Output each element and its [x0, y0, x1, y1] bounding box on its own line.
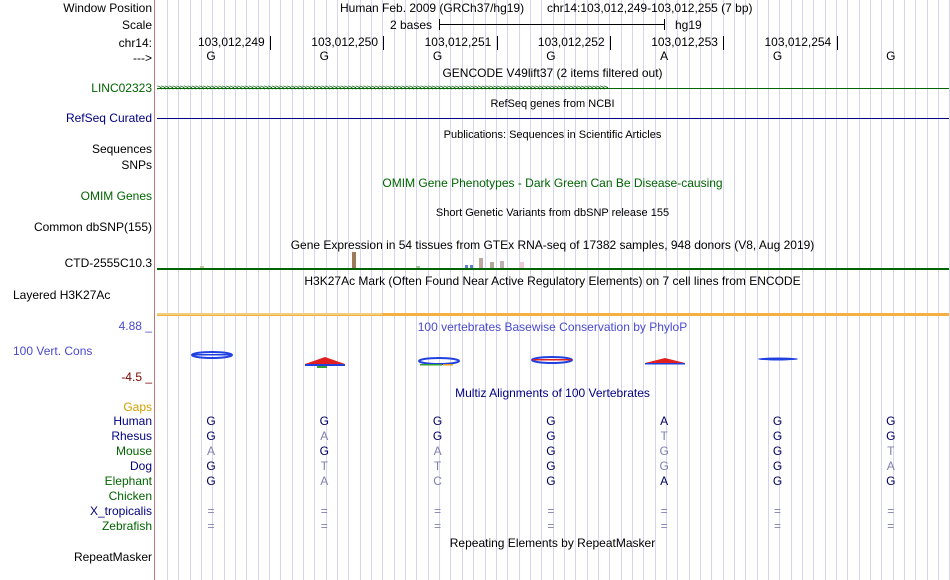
label-gaps[interactable]: Gaps: [123, 400, 152, 414]
label-chrom: chr14:: [118, 36, 152, 50]
alignment-base: =: [320, 504, 328, 518]
label-refseq-curated[interactable]: RefSeq Curated: [65, 111, 152, 125]
ruler-position-label: 103,012,251: [424, 35, 492, 49]
ruler-position-label: 103,012,254: [764, 35, 832, 49]
alignment-base: G: [319, 444, 329, 458]
reference-base: G: [546, 49, 556, 63]
alignment-base: T: [887, 444, 895, 458]
alignment-base: T: [660, 429, 668, 443]
alignment-base: =: [773, 519, 781, 533]
scale-bar: [439, 24, 665, 25]
track-title-gtex: Gene Expression in 54 tissues from GTEx RNA-seq of 17382 samples, 948 donors (V8, Aug 2019): [290, 238, 815, 252]
alignment-base: A: [433, 444, 442, 458]
alignment-base: G: [432, 429, 443, 443]
species-label[interactable]: Human: [113, 414, 152, 428]
alignment-base: =: [660, 519, 668, 533]
alignment-base: G: [206, 414, 216, 428]
alignment-base: G: [319, 414, 329, 428]
track-title-repeatmasker: Repeating Elements by RepeatMasker: [449, 536, 656, 550]
ctd-gene-line[interactable]: [157, 268, 949, 270]
reference-base: G: [432, 49, 443, 63]
alignment-base: G: [546, 429, 556, 443]
alignment-base: =: [434, 519, 442, 533]
label-omim-genes[interactable]: OMIM Genes: [80, 189, 152, 203]
alignment-base: G: [546, 414, 556, 428]
alignment-base: G: [546, 459, 556, 473]
ruler-tick: [723, 36, 724, 50]
label-linc02323[interactable]: LINC02323: [91, 81, 152, 95]
track-label-column: [0, 0, 155, 580]
alignment-base: G: [546, 474, 556, 488]
track-title-omim: OMIM Gene Phenotypes - Dark Green Can Be Disease-causing: [382, 176, 723, 190]
reference-base: G: [206, 49, 216, 63]
track-title-refseq: RefSeq genes from NCBI: [490, 98, 615, 110]
alignment-base: C: [433, 474, 442, 488]
ruler-position-label: 103,012,252: [537, 35, 605, 49]
alignment-base: G: [659, 444, 669, 458]
reference-base: G: [772, 49, 783, 63]
alignment-base: A: [320, 429, 329, 443]
ruler-tick: [497, 36, 498, 50]
species-label[interactable]: X_tropicalis: [89, 504, 152, 518]
label-window-position: Window Position: [63, 1, 152, 15]
species-label[interactable]: Zebrafish: [101, 519, 152, 533]
alignment-base: G: [886, 474, 896, 488]
ruler-tick: [837, 36, 838, 50]
position-title: chr14:103,012,249-103,012,255 (7 bp): [547, 1, 753, 15]
alignment-base: G: [772, 414, 783, 428]
track-title-dbsnp: Short Genetic Variants from dbSNP release 155: [435, 207, 670, 219]
alignment-base: A: [660, 474, 669, 488]
alignment-base: =: [207, 519, 215, 533]
ruler-position-label: 103,012,249: [198, 35, 265, 49]
reference-base: G: [319, 49, 329, 63]
label-scale: Scale: [121, 18, 152, 32]
alignment-base: G: [206, 459, 216, 473]
alignment-base: G: [206, 474, 216, 488]
label-cons-min: -4.5 _: [121, 370, 152, 384]
scale-left-label: 2 bases: [390, 18, 433, 32]
track-title-h3k27ac: H3K27Ac Mark (Often Found Near Active Regulatory Elements) on 7 cell lines from ENCODE: [304, 274, 801, 288]
alignment-base: =: [320, 519, 328, 533]
species-label[interactable]: Mouse: [115, 444, 152, 458]
assembly-title: Human Feb. 2009 (GRCh37/hg19): [340, 1, 525, 15]
scale-right-label: hg19: [675, 18, 702, 32]
alignment-base: G: [206, 429, 216, 443]
label-100-vert-cons[interactable]: 100 Vert. Cons: [13, 344, 93, 358]
species-label[interactable]: Chicken: [108, 489, 152, 503]
track-title-multiz: Multiz Alignments of 100 Vertebrates: [455, 386, 650, 400]
alignment-base: =: [207, 504, 215, 518]
alignment-base: T: [320, 459, 328, 473]
ruler-position-label: 103,012,250: [311, 35, 379, 49]
label-sequences[interactable]: Sequences: [91, 142, 152, 156]
label-ctd-2555c10[interactable]: CTD-2555C10.3: [64, 256, 152, 270]
alignment-base: G: [772, 444, 783, 458]
species-label[interactable]: Dog: [129, 459, 152, 473]
ruler-position-label: 103,012,253: [651, 35, 718, 49]
species-label[interactable]: Rhesus: [111, 429, 152, 443]
alignment-base: =: [887, 504, 895, 518]
gene-linc02323-line: [157, 88, 949, 89]
alignment-base: =: [547, 519, 555, 533]
species-label[interactable]: Elephant: [104, 474, 152, 488]
ruler-tick: [383, 36, 384, 50]
alignment-base: G: [886, 414, 896, 428]
h3k27ac-signal-light: [157, 313, 382, 315]
alignment-base: G: [546, 444, 556, 458]
alignment-base: A: [320, 474, 329, 488]
alignment-base: =: [887, 519, 895, 533]
label-strand: --->: [133, 51, 152, 65]
track-title-publications: Publications: Sequences in Scientific Articles: [443, 129, 662, 141]
alignment-base: =: [773, 504, 781, 518]
alignment-base: G: [772, 429, 783, 443]
alignment-base: G: [886, 429, 896, 443]
label-common-dbsnp[interactable]: Common dbSNP(155): [33, 220, 152, 234]
track-title-gencode: GENCODE V49lift37 (2 items filtered out): [442, 66, 663, 80]
conservation-logos[interactable]: [155, 345, 950, 375]
label-repeatmasker[interactable]: RepeatMasker: [73, 550, 152, 564]
reference-base: G: [886, 49, 896, 63]
reference-base: A: [660, 49, 669, 63]
alignment-base: G: [772, 459, 783, 473]
alignment-base: A: [206, 444, 215, 458]
alignment-base: =: [547, 504, 555, 518]
label-snps[interactable]: SNPs: [121, 158, 152, 172]
alignment-base: G: [432, 414, 443, 428]
alignment-base: A: [886, 459, 895, 473]
ruler-tick: [270, 36, 271, 50]
alignment-base: G: [772, 474, 783, 488]
alignment-base: G: [659, 459, 669, 473]
alignment-base: T: [433, 459, 442, 473]
track-title-conservation: 100 vertebrates Basewise Conservation by PhyloP: [417, 320, 688, 334]
alignment-base: =: [434, 504, 442, 518]
refseq-gene-line[interactable]: [157, 118, 949, 119]
label-layered-h3k27ac[interactable]: Layered H3K27Ac: [13, 288, 111, 302]
alignment-base: A: [660, 414, 669, 428]
alignment-base: =: [660, 504, 668, 518]
ruler-tick: [610, 36, 611, 50]
label-cons-max: 4.88 _: [118, 319, 152, 333]
